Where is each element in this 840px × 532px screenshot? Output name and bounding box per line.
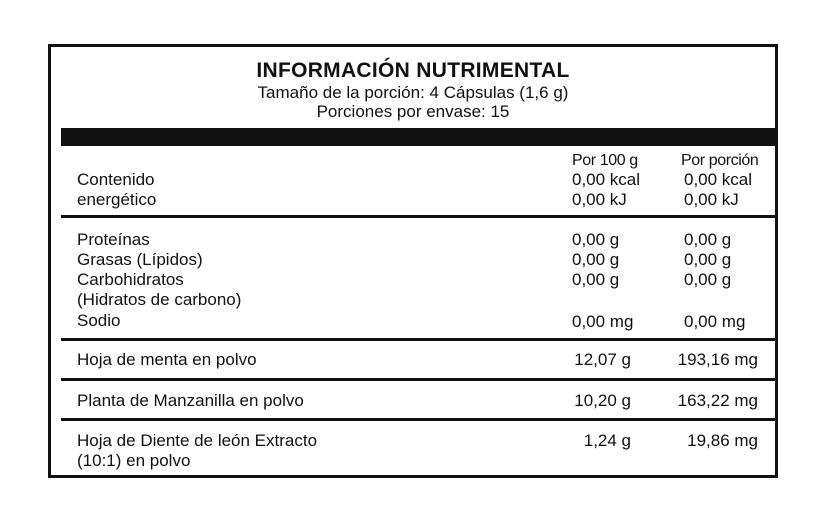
- ingredient-label: Planta de Manzanilla en polvo: [77, 391, 304, 410]
- section-divider: [61, 418, 775, 421]
- nutrient-label: Grasas (Lípidos): [77, 250, 203, 269]
- nutrient-value-serving: 0,00 g: [684, 230, 732, 249]
- section-divider: [61, 338, 775, 341]
- energy-kj-100g: 0,00 kJ: [572, 190, 627, 209]
- energy-kcal-100g: 0,00 kcal: [572, 170, 641, 189]
- nutrient-value-serving: 0,00 g: [684, 250, 732, 269]
- energy-label-line1: Contenido: [77, 170, 155, 189]
- nutrient-value-100g: 0,00 mg: [572, 312, 634, 331]
- serving-size: Tamaño de la porción: 4 Cápsulas (1,6 g): [257, 83, 569, 102]
- header-divider-bar: [61, 128, 775, 146]
- ingredient-label: Hoja de Diente de león Extracto: [77, 431, 318, 450]
- nutrient-value-100g: 0,00 g: [572, 270, 620, 289]
- ingredient-label: Hoja de menta en polvo: [77, 350, 257, 369]
- section-divider: [61, 378, 775, 381]
- column-header-per-100g: Por 100 g: [572, 152, 638, 169]
- nutrition-title: INFORMACIÓN NUTRIMENTAL: [256, 59, 570, 82]
- nutrient-value-serving: 0,00 g: [684, 270, 732, 289]
- ingredient-value-serving: 163,22 mg: [677, 391, 758, 410]
- section-divider: [61, 215, 775, 218]
- energy-label-line2: energético: [77, 190, 157, 209]
- nutrient-value-100g: 0,00 g: [572, 230, 620, 249]
- ingredient-value-100g: 1,24 g: [583, 431, 631, 450]
- ingredient-value-100g: 12,07 g: [574, 350, 631, 369]
- nutrient-label: Proteínas: [77, 230, 150, 249]
- nutrient-label: Carbohidratos: [77, 270, 184, 289]
- ingredient-value-serving: 19,86 mg: [687, 431, 758, 450]
- energy-kcal-serving: 0,00 kcal: [684, 170, 753, 189]
- servings-per-container: Porciones por envase: 15: [316, 102, 510, 121]
- ingredient-value-100g: 10,20 g: [574, 391, 631, 410]
- column-header-per-serving: Por porción: [681, 152, 759, 169]
- nutrient-value-serving: 0,00 mg: [684, 312, 746, 331]
- nutrient-label-line2: (Hidratos de carbono): [77, 290, 242, 309]
- nutrient-value-100g: 0,00 g: [572, 250, 620, 269]
- energy-kj-serving: 0,00 kJ: [684, 190, 739, 209]
- nutrient-label: Sodio: [77, 311, 121, 330]
- ingredient-value-serving: 193,16 mg: [677, 350, 758, 369]
- nutrition-facts-panel: [48, 44, 778, 478]
- ingredient-label-line2: (10:1) en polvo: [77, 451, 191, 470]
